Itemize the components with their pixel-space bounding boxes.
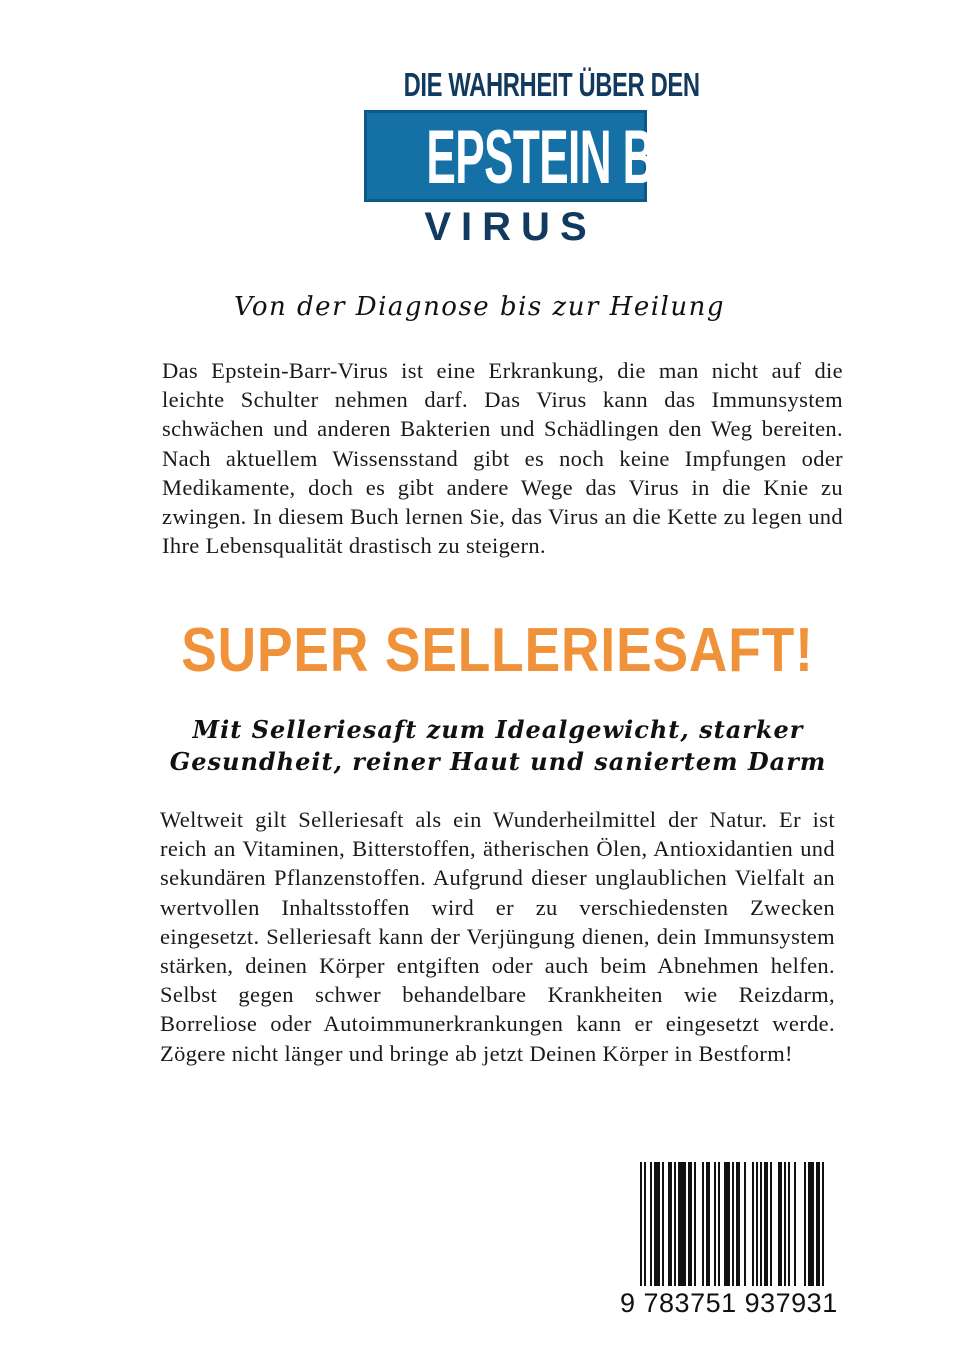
barcode-bar: [752, 1162, 754, 1286]
barcode-bar: [794, 1162, 796, 1286]
barcode-bars: [640, 1162, 828, 1286]
barcode-bar: [718, 1162, 720, 1286]
barcode-bar: [784, 1162, 786, 1286]
logo-bottom-line: VIRUS: [424, 205, 597, 249]
barcode-bar: [724, 1162, 730, 1286]
book-logo: [364, 62, 748, 252]
barcode-bar: [662, 1162, 664, 1286]
section1-subtitle: Von der Diagnose bis zur Heilung: [233, 292, 725, 322]
barcode-bar: [706, 1162, 710, 1286]
barcode-bar: [764, 1162, 768, 1286]
section2-description: Weltweit gilt Selleriesaft als ein Wunderheilmittel der Natur. Er ist reich an Vitaminen, Bitterstoffen, ätherischen Ölen, Antioxidantien und sekundären Pflanzenstoffen. Aufgrund dieser unglaublichen Vielfalt an wertvollen Inhaltsstoffen wird er zu verschiedensten Zwecken eingesetzt. Selleriesaft kann der Verjüngung dienen, dein Immunsystem stärken, deinen Körper entgiften oder auch beim Abnehmen helfen. Selbst gegen schwer behandelbare Krankheiten wie Reizdarm, Borreliose oder Autoimmunerkrankungen kann er eingesetzt werde. Zögere nicht länger und bringe ab jetzt Deinen Körper in Bestform!: [160, 807, 835, 1066]
barcode-bar: [744, 1162, 746, 1286]
barcode-bar: [654, 1162, 660, 1286]
barcode-bar: [788, 1162, 790, 1286]
section1-description: Das Epstein-Barr-Virus ist eine Erkrankung, die man nicht auf die leichte Schulter nehmen darf. Das Virus kann das Immunsystem schwächen und anderen Bakterien und Schädlingen den Weg bereiten. Nach aktuellem Wissensstand gibt es noch keine Impfungen oder Medikamente, doch es gibt andere Wege das Virus in die Knie zu zwingen. In diesem Buch lernen Sie, das Virus an die Kette zu legen und Ihre Lebensqualität drastisch zu steigern.: [162, 358, 843, 559]
barcode-bar: [778, 1162, 782, 1286]
barcode-bar: [668, 1162, 672, 1286]
isbn-barcode: [620, 1158, 836, 1322]
barcode-bar: [736, 1162, 740, 1286]
barcode-bar: [770, 1162, 772, 1286]
barcode-bar: [688, 1162, 692, 1286]
barcode-bar: [804, 1162, 806, 1286]
barcode-bar: [678, 1162, 686, 1286]
logo-title: EPSTEIN BARR: [426, 115, 748, 200]
barcode-bar: [714, 1162, 716, 1286]
isbn-number: 9 783751 937931: [620, 1288, 838, 1318]
barcode-bar: [732, 1162, 734, 1286]
logo-title-box: [364, 110, 748, 202]
barcode-bar: [816, 1162, 820, 1286]
barcode-bar: [702, 1162, 704, 1286]
section2-headline: SUPER SELLERIESAFT!: [181, 616, 814, 685]
barcode-bar: [644, 1162, 646, 1286]
barcode-bar: [822, 1162, 824, 1286]
barcode-bar: [808, 1162, 814, 1286]
barcode-bar: [640, 1162, 642, 1286]
logo-top-line: DIE WAHRHEIT ÜBER DEN: [403, 66, 700, 103]
barcode-bar: [694, 1162, 696, 1286]
barcode-bar: [650, 1162, 652, 1286]
barcode-bar: [760, 1162, 762, 1286]
barcode-bar: [674, 1162, 676, 1286]
section2-subtitle: Mit Selleriesaft zum Idealgewicht, starker Gesundheit, reiner Haut und saniertem Darm: [169, 715, 827, 776]
barcode-bar: [756, 1162, 758, 1286]
